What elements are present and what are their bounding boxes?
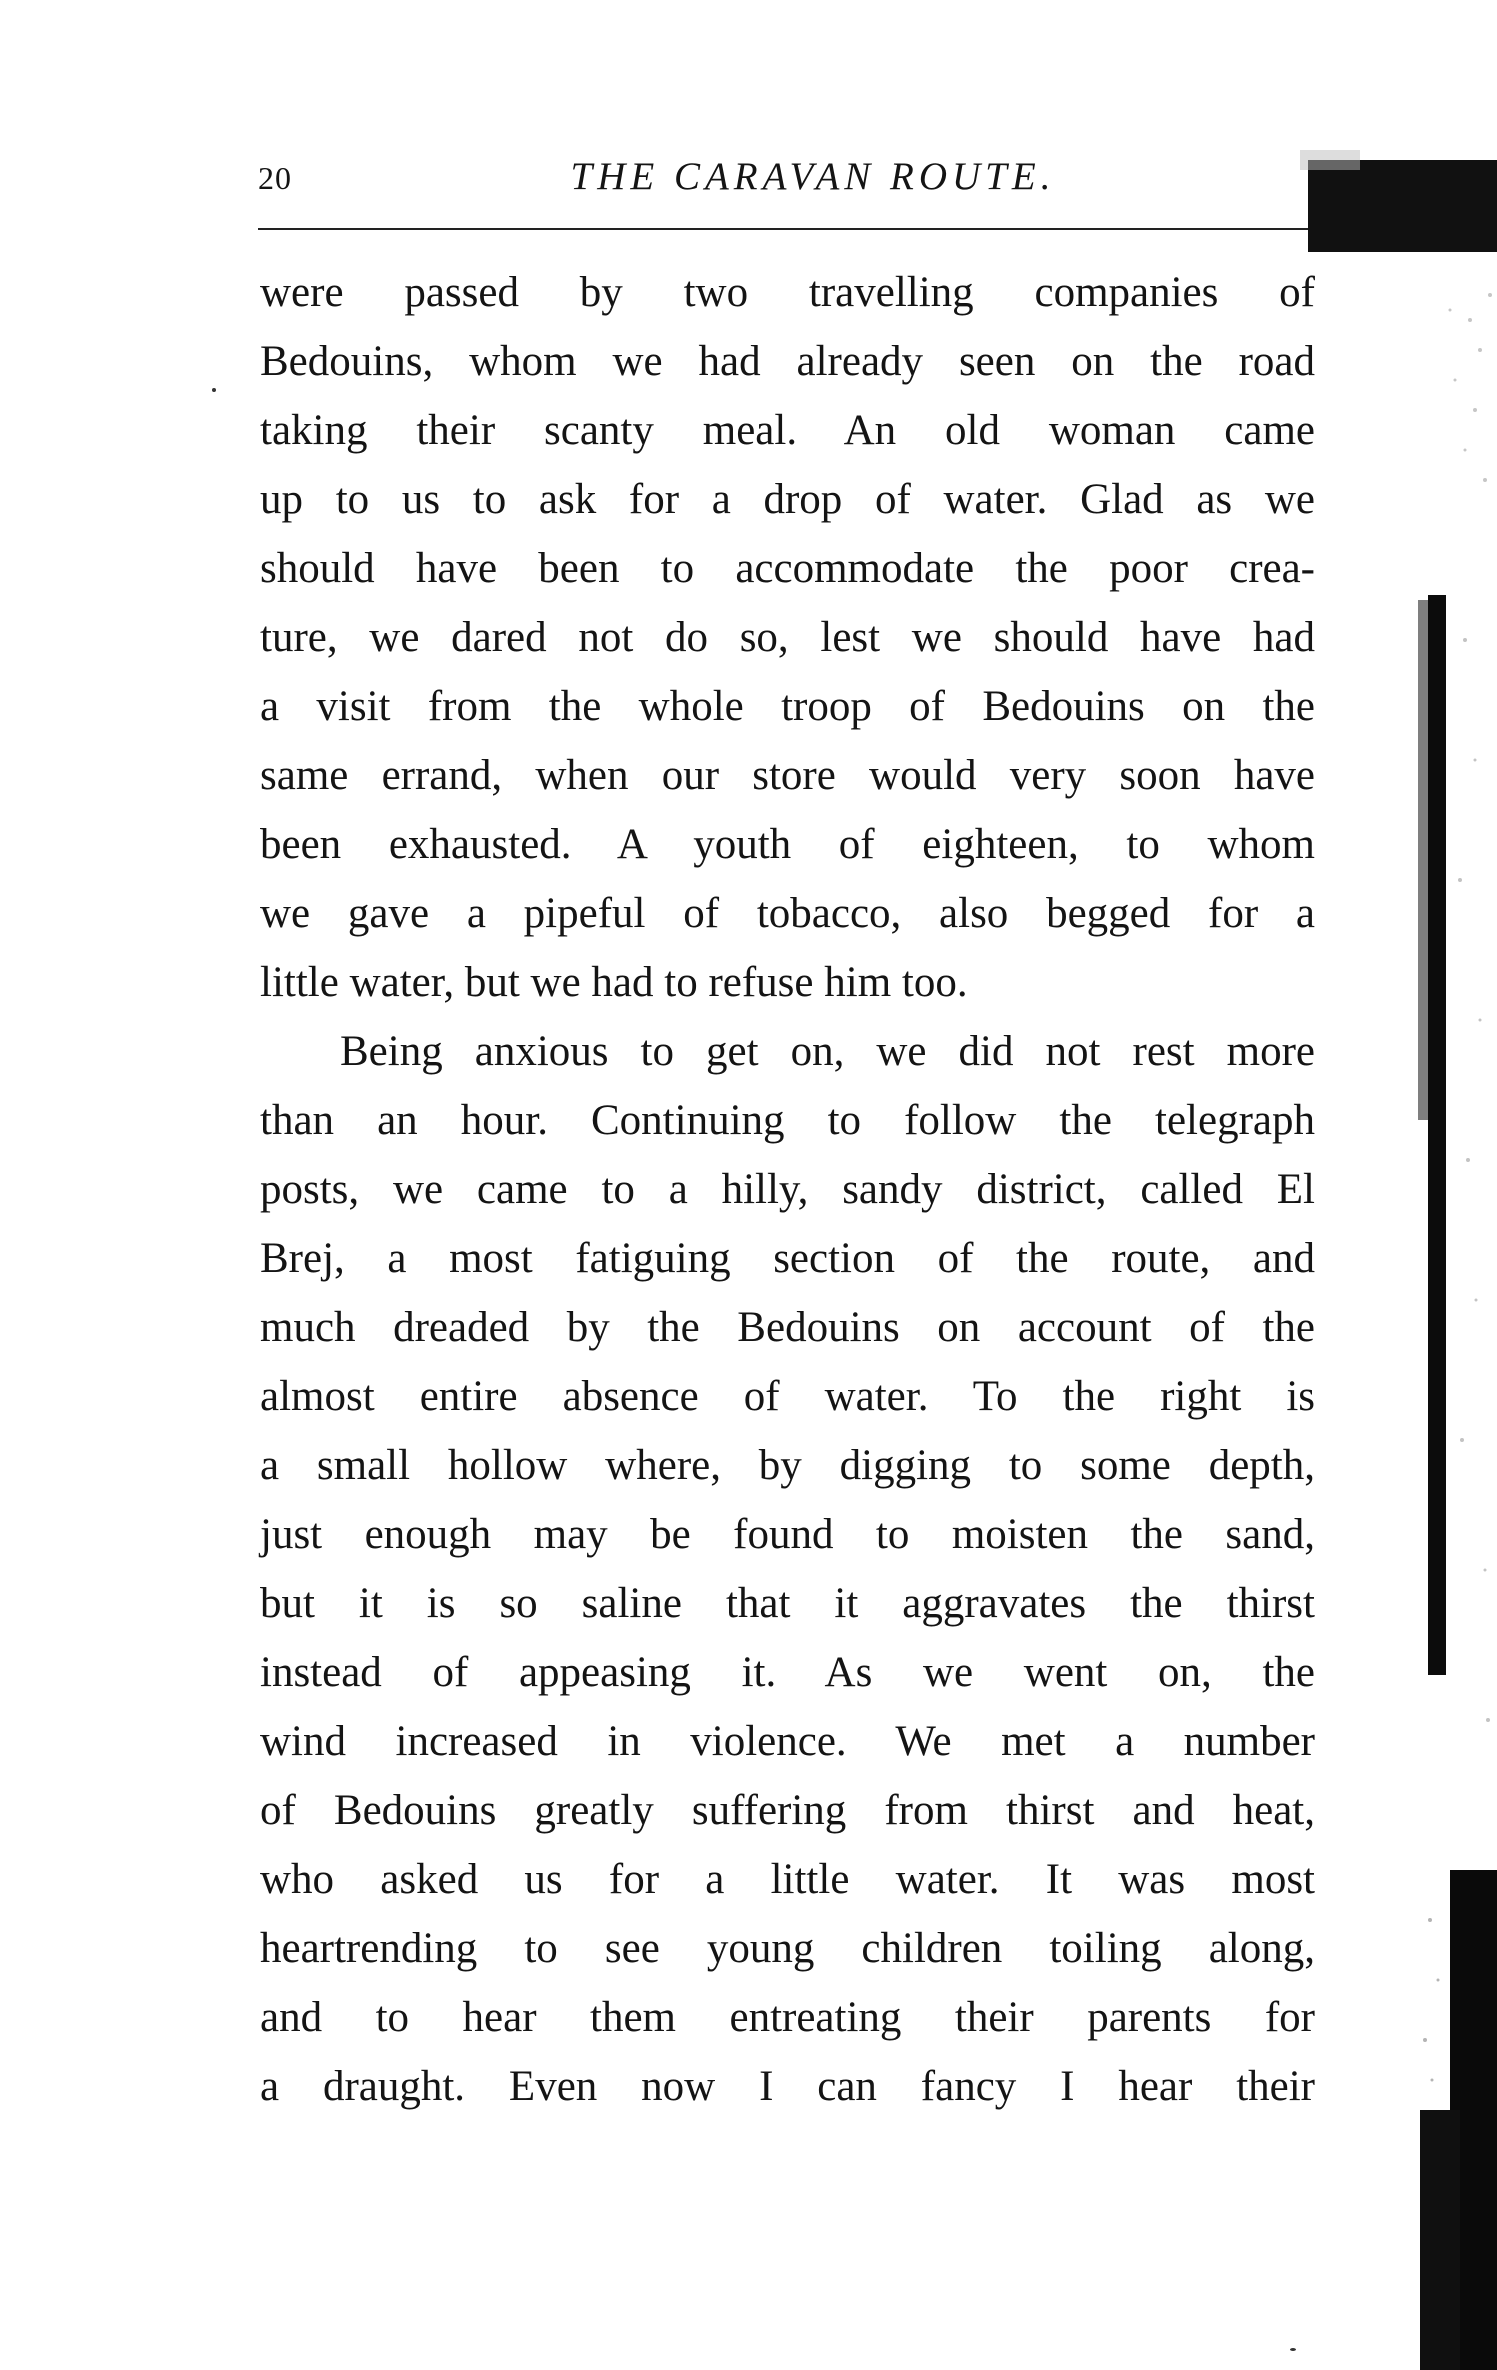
text-line: Bedouins, whom we had already seen on the road: [260, 338, 1315, 385]
body-text: [260, 258, 1315, 2121]
scan-block-top: [1308, 160, 1497, 252]
text-line: ture, we dared not do so, lest we should have had: [260, 614, 1315, 661]
text-line: same errand, when our store would very soon have: [260, 752, 1315, 799]
scan-speck: [1290, 2348, 1296, 2351]
scan-speck: [212, 388, 216, 392]
text-line: a draught. Even now I can fancy I hear their: [260, 2063, 1315, 2110]
text-line: wind increased in violence. We met a number: [260, 1718, 1315, 1765]
text-line: who asked us for a little water. It was most: [260, 1856, 1315, 1903]
text-line: posts, we came to a hilly, sandy district, called El: [260, 1166, 1315, 1213]
text-line: almost entire absence of water. To the right is: [260, 1373, 1315, 1420]
text-line: heartrending to see young children toiling along,: [260, 1925, 1315, 1972]
text-line: a small hollow where, by digging to some depth,: [260, 1442, 1315, 1489]
text-line: Being anxious to get on, we did not rest more: [340, 1028, 1315, 1075]
text-line: instead of appeasing it. As we went on, the: [260, 1649, 1315, 1696]
scan-noise-middle: [1458, 638, 1490, 1722]
text-line: of Bedouins greatly suffering from thirst and heat,: [260, 1787, 1315, 1834]
text-line: but it is so saline that it aggravates the thirst: [260, 1580, 1315, 1627]
text-line: we gave a pipeful of tobacco, also begged for a: [260, 890, 1315, 937]
text-line: Brej, a most fatiguing section of the route, and: [260, 1235, 1315, 1282]
text-line: been exhausted. A youth of eighteen, to whom: [260, 821, 1315, 868]
text-line: little water, but we had to refuse him too.: [260, 959, 968, 1006]
scan-noise-bottom: [1423, 1918, 1440, 2082]
text-line: a visit from the whole troop of Bedouins on the: [260, 683, 1315, 730]
text-line: taking their scanty meal. An old woman came: [260, 407, 1315, 454]
page-header: [258, 148, 1308, 208]
text-line: should have been to accommodate the poor crea-: [260, 545, 1315, 592]
text-line: much dreaded by the Bedouins on account of the: [260, 1304, 1315, 1351]
text-line: and to hear them entreating their parents for: [260, 1994, 1315, 2041]
running-title: THE CARAVAN ROUTE.: [570, 155, 1056, 198]
text-line: than an hour. Continuing to follow the telegraph: [260, 1097, 1315, 1144]
scan-bar-middle: [1428, 595, 1446, 1675]
scan-bar-bottom: [1450, 1870, 1497, 2370]
page-number: 20: [258, 160, 292, 196]
text-line: up to us to ask for a drop of water. Glad as we: [260, 476, 1315, 523]
scan-noise-top: [1449, 293, 1493, 482]
text-line: just enough may be found to moisten the sand,: [260, 1511, 1315, 1558]
header-rule: [258, 228, 1310, 230]
text-line: were passed by two travelling companies of: [260, 269, 1315, 316]
